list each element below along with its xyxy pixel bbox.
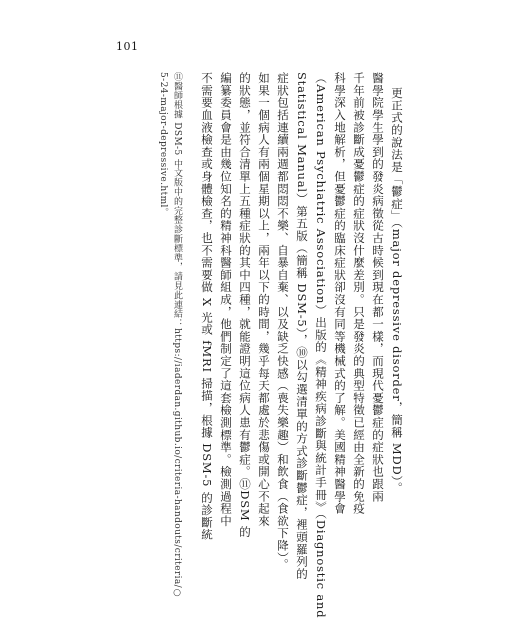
text-column-4: 科學深入地解析，但憂鬱症的臨床症狀卻沒有同等機械式的了解。美國精神醫學會 — [333, 72, 347, 515]
page-number: 101 — [116, 40, 139, 53]
text-column-5: （American Psychiatric Association）出版的《精神疾病診斷與統計手冊》（Diagnostic and — [314, 72, 328, 618]
text-column-3: 千年前被診斷成憂鬱症的症狀沒什麼差別。只是發炎的典型特徵已經由全新的免疫 — [352, 72, 366, 515]
footnote-line-2: 5-24-major-depressive.html。 — [158, 72, 168, 218]
text-column-8: 如果一個病人有兩個星期以上，兩年以下的時間，幾乎每天都處於悲傷或開心不起來 — [257, 72, 271, 528]
footnote-line-1: ⑪醫師根據 DSM-5 中文版中的完整診斷標準，請見此連結：https://iaderdan.github.io/criteria-handouts/criteria/○ — [172, 72, 182, 599]
vertical-text-body — [140, 72, 404, 618]
text-column-1: 更正式的說法是「鬱症」（major depressive disorder，簡稱 MDD）。 — [390, 87, 404, 495]
text-column-6: Statistical Manual）第五版（簡稱 DSM-5），⑩以勾選清單的方式診斷鬱症，裡頭羅列的 — [295, 72, 309, 581]
text-column-2: 醫學院學生學到的發炎病徵從古時候到現在都一樣，而現代憂鬱症的症狀也跟兩 — [371, 72, 385, 503]
text-column-11: 不需要血液檢查或身體檢查，也不需要做 X 光或 fMRI 掃描，根據 DSM-5 的診斷統 — [200, 72, 214, 541]
text-column-9: 的狀態，並符合清單上五種症狀的其中四種，就能證明這位病人患有鬱症。⑪DSM 的 — [238, 72, 252, 539]
text-column-10: 編纂委員會是由幾位知名的精神科醫師組成，他們制定了這套檢測標準。檢測過程中 — [219, 72, 233, 528]
text-column-7: 症狀包括連續兩週都悶悶不樂、自暴自棄、以及缺乏快感（喪失樂趣）和飲食（食欲下降）。 — [276, 72, 290, 571]
